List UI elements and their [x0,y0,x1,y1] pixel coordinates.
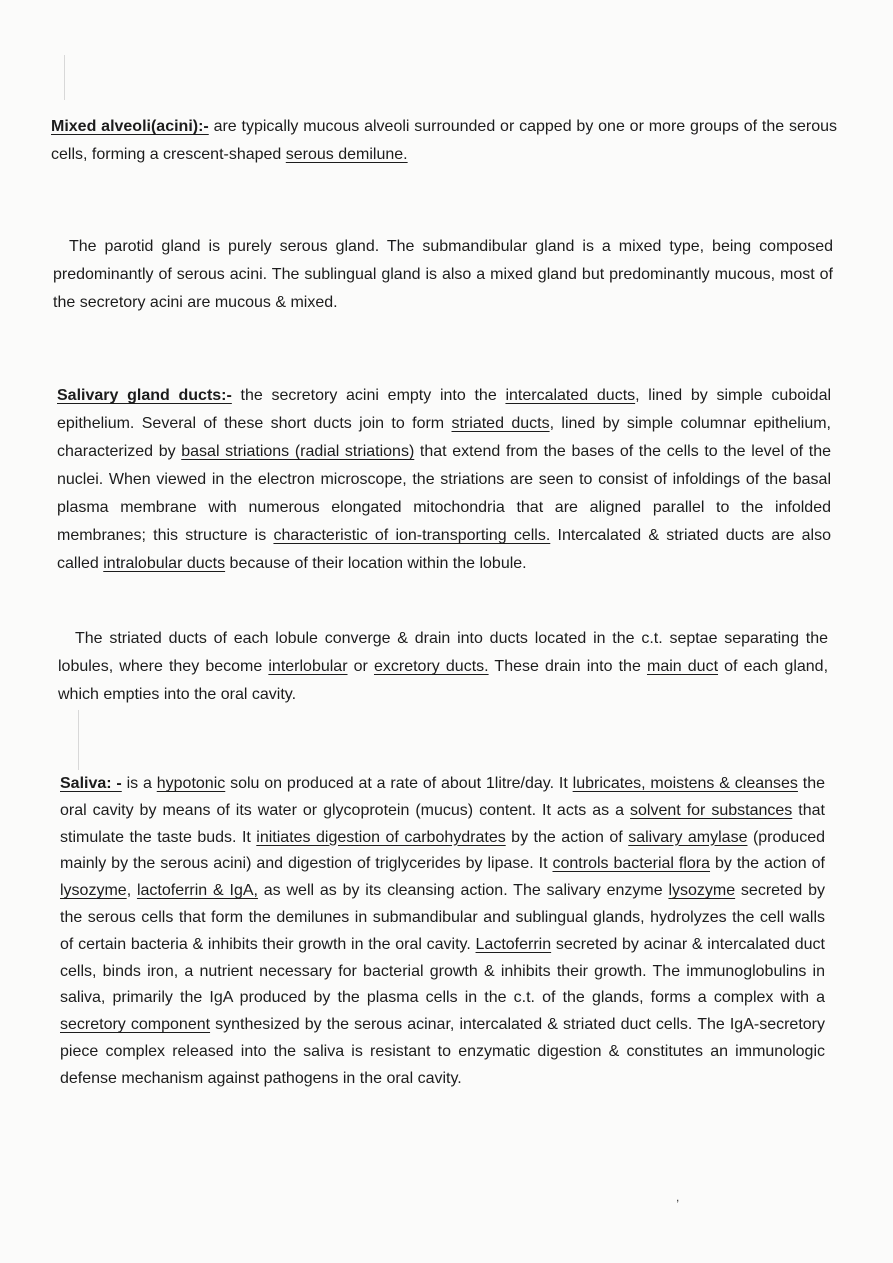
term-secretory-component: secretory component [60,1016,211,1034]
paragraph-saliva: Saliva: - is a hypotonic solu on produced at a rate of about 1litre/day. It lubricates, moistens & cleanses the oral cavity by means of its water or glycoprotein (mucus) content. It acts as a solvent for substances that stimulate the taste buds. It initiates digestion of carbohydrates by the action of salivary amylase (produced mainly by the serous acini) and digestion of triglycerides by lipase. It controls bacterial flora by the action of lysozyme, lactoferrin & IgA, as well as by its cleansing action. The salivary enzyme lysozyme secreted by the serous cells that form the demilunes in submandibular and sublingual glands, hydrolyzes the cell walls of certain bacteria & inhibits their growth in the oral cavity. Lactoferrin secreted by acinar & intercalated duct cells, binds iron, a nutrient necessary for bacterial growth & inhibits their growth. The immunoglobulins in saliva, primarily the IgA produced by the plasma cells in the c.t. of the glands, forms a complex with a secretory component synthesized by the serous acinar, intercalated & striated duct cells. The IgA-secretory piece complex released into the saliva is resistant to enzymatic digestion & constitutes an immunologic defense mechanism against pathogens in the oral cavity. [60,775,826,1087]
heading-mixed-alveoli: Mixed alveoli(acini):- [51,118,209,135]
heading-salivary-gland-ducts: Salivary gland ducts:- [57,387,232,404]
scan-artifact-line [64,55,65,100]
term-lactoferrin: Lactoferrin [475,935,552,953]
term-basal-striations: basal striations (radial striations) [181,443,415,460]
term-salivary-amylase: salivary amylase [628,828,748,846]
paragraph-mixed-alveoli: Mixed alveoli(acini):- are typically mucous alveoli surrounded or capped by one or more groups of the serous cells, forming a crescent-shaped serous demilune. [51,118,837,163]
stray-mark: , [676,1190,680,1204]
term-intercalated-ducts: intercalated ducts [505,387,636,404]
term-intralobular-ducts: intralobular ducts [103,555,226,572]
term-initiates-digestion: initiates digestion of carbohydrates [256,828,506,846]
heading-saliva: Saliva: - [60,775,122,792]
term-lubricates: lubricates, moistens & cleanses [572,775,798,792]
term-controls-bacterial-flora: controls bacterial flora [552,855,711,873]
term-lysozyme-2: lysozyme [668,882,736,900]
term-interlobular: interlobular [268,658,348,675]
term-hypotonic: hypotonic [156,775,226,792]
term-excretory-ducts: excretory ducts. [373,658,489,675]
term-main-duct: main duct [646,658,719,675]
paragraph-striated-ducts: The striated ducts of each lobule converge & drain into ducts located in the c.t. septae separating the lobules, where they become interlobular or excretory ducts. These drain into the main duct of each gland, which empties into the oral cavity. [58,630,829,703]
term-serous-demilune: serous demilune. [285,146,408,163]
term-lysozyme: lysozyme [60,882,127,900]
term-lactoferrin-iga: lactoferrin & IgA, [136,882,258,900]
term-striated-ducts: striated ducts [451,415,550,432]
term-ion-transporting: characteristic of ion-transporting cells. [273,527,551,544]
term-solvent-for-substances: solvent for substances [630,801,793,819]
paragraph-parotid: The parotid gland is purely serous gland. The submandibular gland is a mixed type, being composed predominantly of serous acini. The sublingual gland is also a mixed gland but predominantly mucous, most of the secretory acini are mucous & mixed. [53,238,833,311]
scan-artifact-line [78,710,79,770]
paragraph-salivary-ducts: Salivary gland ducts:- the secretory acini empty into the intercalated ducts, lined by simple cuboidal epithelium. Several of these short ducts join to form striated ducts, lined by simple columnar epithelium, characterized by basal striations (radial striations) that extend from the bases of the cells to the level of the nuclei. When viewed in the electron microscope, the striations are seen to consist of infoldings of the basal plasma membrane with numerous elongated mitochondria that are aligned parallel to the infolded membranes; this structure is characteristic of ion-transporting cells. Intercalated & striated ducts are also called intralobular ducts because of their location within the lobule. [57,387,832,572]
